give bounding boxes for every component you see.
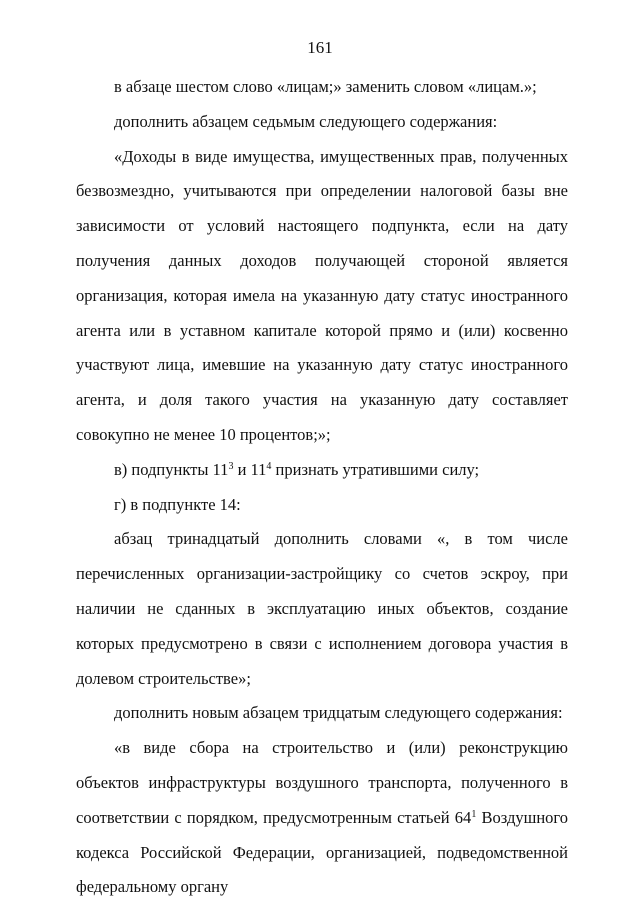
page-number: 161 (307, 38, 333, 57)
paragraph-3: «Доходы в виде имущества, имущественных прав, полученных безвозмездно, учитываются при определении налоговой базы вне зависимости от условий настоящего подпункта, если на дату получения данных доходов получающей стороной является организация, которая имела на указанную дату статус иностранного агента или в уставном капитале которой прямо и (или) косвенно участвуют лица, имевшие на указанную дату статус иностранного агента, и доля такого участия на указанную дату составляет совокупно не менее 10 процентов;»; (76, 146, 568, 444)
paragraph-8-text-b: Воздушного кодекса Российской Федерации, организацией, подведомственной федеральному органу (76, 807, 569, 897)
paragraph-4-text-c: признать утратившими силу; (271, 459, 480, 479)
paragraph-8 (76, 731, 568, 905)
paragraph-8-text-a: «в виде сбора на строительство и (или) реконструкцию объектов инфраструктуры воздушного транспорта, полученного в соответствии с порядком, предусмотренным статьей 64 (76, 738, 568, 827)
paragraph-2: дополнить абзацем седьмым следующего содержания: (114, 111, 498, 131)
document-body (76, 70, 568, 905)
paragraph-7: дополнить новым абзацем тридцатым следующего содержания: (114, 703, 563, 723)
superscript-3: 3 (228, 460, 234, 472)
paragraph-5: г) в подпункте 14: (114, 494, 241, 514)
superscript-1: 1 (471, 808, 477, 820)
paragraph-1: в абзаце шестом слово «лицам;» заменить словом «лицам.»; (114, 77, 537, 96)
paragraph-4 (76, 453, 568, 488)
superscript-4: 4 (266, 460, 272, 472)
paragraph-6: абзац тринадцатый дополнить словами «, в том числе перечисленных организации-застройщику со счетов эскроу, при наличии не сданных в эксплуатацию иных объектов, создание которых предусмотрено в связи с исполнением договора участия в долевом строительстве»; (76, 529, 568, 688)
paragraph-4-text-b: и 11 (233, 459, 267, 479)
paragraph-4-text-a: в) подпункты 11 (114, 459, 229, 479)
